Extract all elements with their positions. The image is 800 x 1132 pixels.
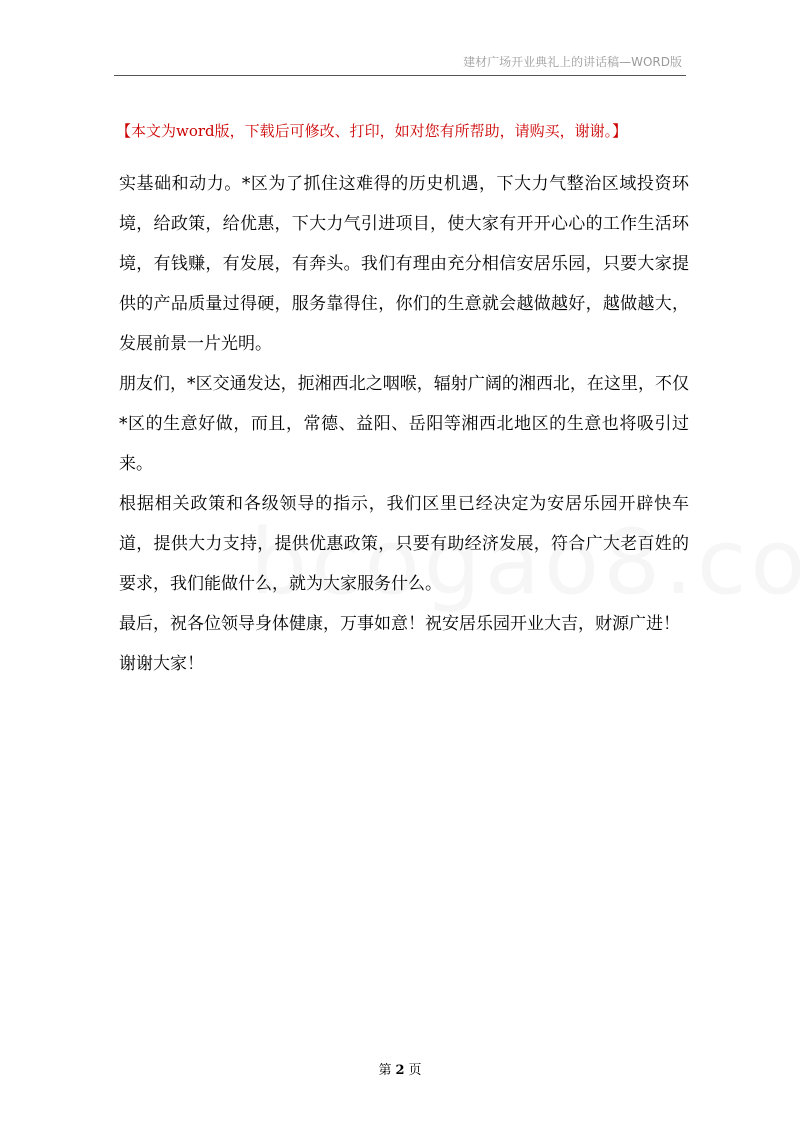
footer-prefix: 第 xyxy=(378,1063,392,1078)
paragraph-3: 根据相关政策和各级领导的指示，我们区里已经决定为安居乐园开辟快车道，提供大力支持，提供优惠政策，只要有助经济发展，符合广大老百姓的要求，我们能做什么，就为大家服务什么。 xyxy=(119,494,689,594)
page-footer xyxy=(0,1059,800,1078)
document-body xyxy=(119,164,689,684)
paragraph-1: 实基础和动力。*区为了抓住这难得的历史机遇，下大力气整治区域投资环境，给政策，给优惠，下大力气引进项目，使大家有开开心心的工作生活环境，有钱赚，有发展，有奔头。我们有理由充分相信安居乐园，只要大家提供的产品质量过得硬，服务靠得住，你们的生意就会越做越好，越做越大，发展前景一片光明。 xyxy=(119,174,689,354)
footer-suffix: 页 xyxy=(408,1063,422,1078)
purchase-notice: 【本文为word版，下载后可修改、打印，如对您有所帮助，请购买，谢谢。】 xyxy=(116,122,628,140)
paragraph-4: 最后，祝各位领导身体健康，万事如意！祝安居乐园开业大吉，财源广进！ xyxy=(119,614,680,634)
page-number: 2 xyxy=(395,1063,405,1078)
header-divider xyxy=(114,75,686,76)
paragraph-2: 朋友们，*区交通发达，扼湘西北之咽喉，辐射广阔的湘西北，在这里，不仅*区的生意好做，而且，常德、益阳、岳阳等湘西北地区的生意也将吸引过来。 xyxy=(119,374,689,474)
document-header-title: 建材广场开业典礼上的讲话稿—WORD版 xyxy=(463,55,682,69)
paragraph-5: 谢谢大家！ xyxy=(119,654,204,674)
